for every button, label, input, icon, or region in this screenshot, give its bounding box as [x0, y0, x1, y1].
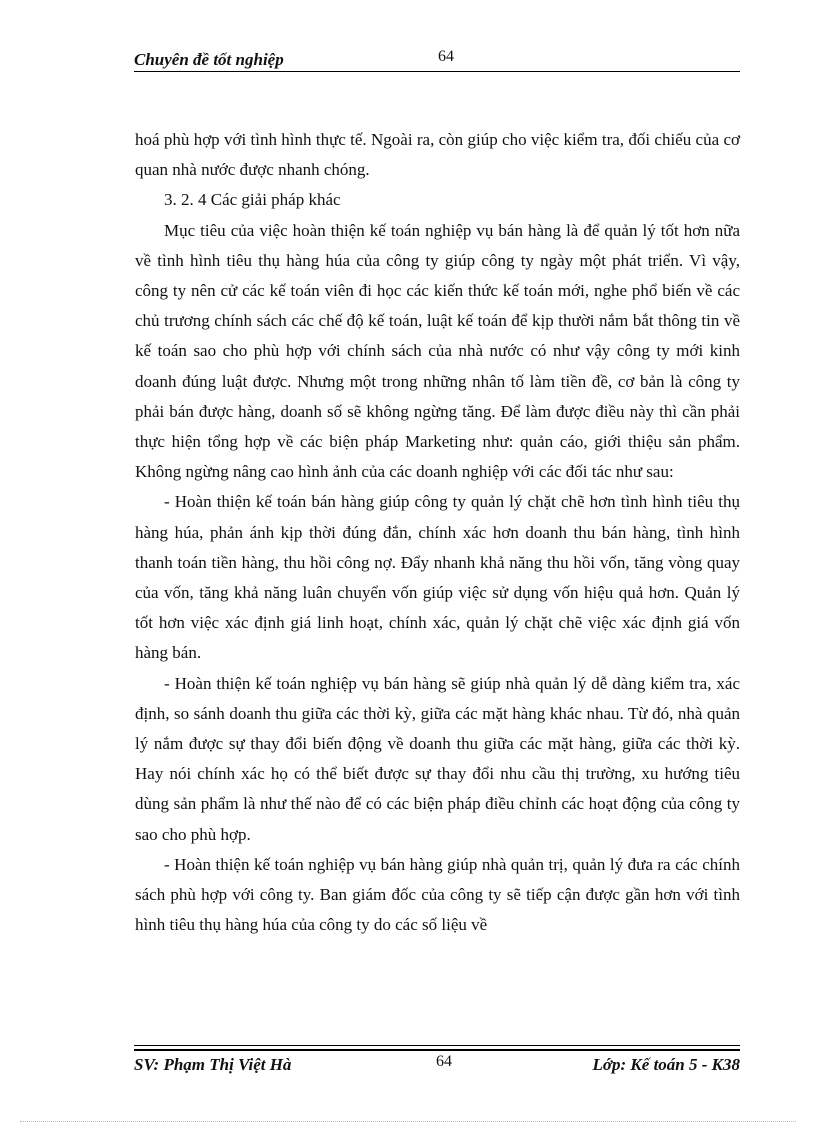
- page-footer: [134, 1045, 740, 1079]
- bullet-paragraph: - Hoàn thiện kế toán bán hàng giúp công ty quản lý chặt chẽ hơn tình hình tiêu thụ hàng húa, phản ánh kịp thời đúng đắn, chính xác hơn doanh thu bán hàng, tình hình thanh toán tiền hàng, thu hồi công nợ. Đẩy nhanh khả năng thu hồi vốn, tăng vòng quay của vốn, tăng khả năng luân chuyển vốn giúp việc sử dụng vốn hiệu quả hơn. Quản lý tốt hơn việc xác định giá linh hoạt, chính xác, quản lý chặt chẽ việc xác định giá vốn hàng bán.: [135, 492, 740, 663]
- header-rule: [134, 71, 740, 72]
- header-page-number: 64: [438, 48, 454, 65]
- body-text: [135, 125, 740, 940]
- class-label: Lớp: Kế toán 5 - K38: [592, 1055, 740, 1074]
- document-title: Chuyên đề tốt nghiệp: [134, 50, 284, 69]
- paragraph: Mục tiêu của việc hoàn thiện kế toán nghiệp vụ bán hàng là để quản lý tốt hơn nữa về tình hình tiêu thụ hàng húa của công ty giúp công ty ngày một phát triển. Vì vậy, công ty nên cử các kế toán viên đi học các kiến thức kế toán mới, nghe phổ biến về các chủ trương chính sách các chế độ kế toán, luật kế toán để kịp thười nắm bắt thông tin về kế toán sao cho phù hợp với chính sách của nhà nước có như vậy công ty mới kinh doanh đúng luật được. Nhưng một trong những nhân tố làm tiền đề, cơ bản là công ty phải bán được hàng, doanh số sẽ không ngừng tăng. Để làm được điều này thì cần phải thực hiện tổng hợp về các biện pháp Marketing như: quản cáo, giới thiệu sản phẩm. Không ngừng nâng cao hình ảnh của các doanh nghiệp với các đối tác như sau:: [135, 220, 740, 482]
- page-edge-dotted-line: [20, 1121, 796, 1122]
- footer-rule-thick: [134, 1049, 740, 1051]
- bullet-paragraph: - Hoàn thiện kế toán nghiệp vụ bán hàng sẽ giúp nhà quản lý dễ dàng kiểm tra, xác định, so sánh doanh thu giữa các thời kỳ, giữa các mặt hàng khác nhau. Từ đó, nhà quản lý nắm được sự thay đổi biến động về doanh thu giữa các mặt hàng, giữa các thời kỳ. Hay nói chính xác họ có thể biết được sự thay đổi nhu cầu thị trường, xu hướng tiêu dùng sản phẩm là như thế nào để có các biện pháp điều chỉnh các hoạt động của công ty sao cho phù hợp.: [135, 673, 740, 844]
- section-heading: 3. 2. 4 Các giải pháp khác: [164, 190, 341, 210]
- page-header: [134, 48, 740, 74]
- footer-rule-thin: [134, 1045, 740, 1046]
- footer-page-number: 64: [436, 1053, 452, 1070]
- student-name: SV: Phạm Thị Việt Hà: [134, 1055, 292, 1074]
- paragraph-continuation: hoá phù hợp với tình hình thực tế. Ngoài ra, còn giúp cho việc kiểm tra, đối chiếu của cơ quan nhà nước được nhanh chóng.: [135, 130, 740, 180]
- bullet-paragraph: - Hoàn thiện kế toán nghiệp vụ bán hàng giúp nhà quản trị, quản lý đưa ra các chính sách phù hợp với công ty. Ban giám đốc của công ty sẽ tiếp cận được gần hơn với tình hình tiêu thụ hàng húa của công ty do các số liệu về: [135, 854, 740, 935]
